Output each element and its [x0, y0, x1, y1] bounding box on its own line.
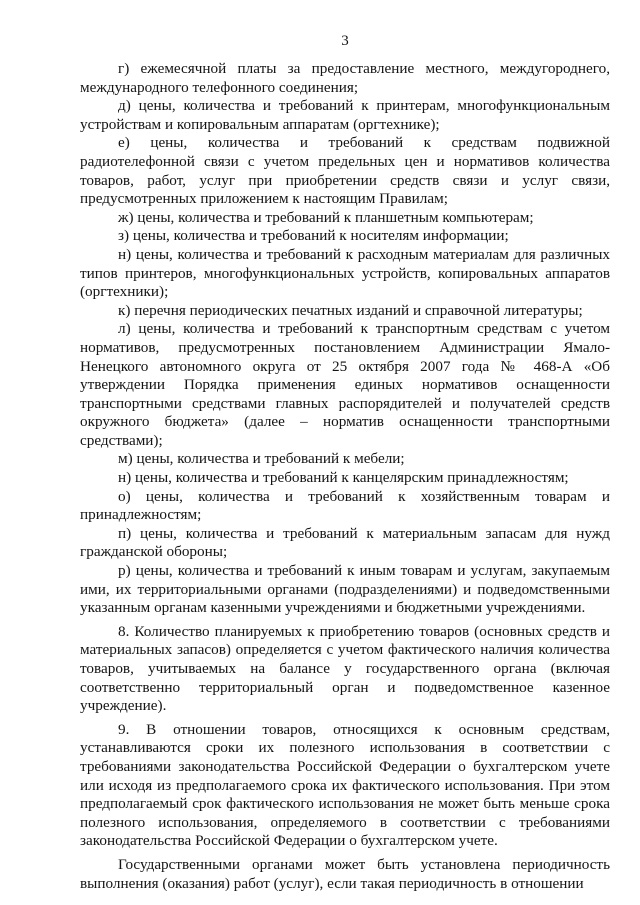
paragraph-item-z: з) цены, количества и требований к носителям информации; — [118, 227, 509, 245]
paragraph-item-d: д) цены, количества и требований к принтерам, многофункциональным устройствам и копировальным аппаратам (оргтехнике); — [80, 97, 610, 133]
paragraph-item-k: к) перечня периодических печатных изданий и справочной литературы; — [118, 301, 583, 319]
paragraph-section-8: 8. Количество планируемых к приобретению товаров (основных средств и материальных запасов) определяется с учетом фактического наличия количества товаров, учитываемых на балансе у государственного органа (включая соответственно территориальный орган и подведомственное казенное учреждение). — [80, 622, 610, 715]
paragraph-item-n-consumables: н) цены, количества и требований к расходным материалам для различных типов принтеров, многофункциональных устройств, копировальных аппаратов (оргтехники); — [80, 245, 610, 301]
paragraph-item-e: е) цены, количества и требований к средствам подвижной радиотелефонной связи с учетом предельных цен и нормативов количества товаров, работ, услуг при приобретении средств связи и услуг связи, предусмотренных приложением к настоящим Правилам; — [80, 134, 610, 208]
paragraph-item-zh: ж) цены, количества и требований к планшетным компьютерам; — [118, 208, 534, 226]
paragraph-item-g: г) ежемесячной платы за предоставление местного, междугороднего, международного телефонного соединения; — [80, 60, 610, 96]
paragraph-item-n-stationery: н) цены, количества и требований к канцелярским принадлежностям; — [118, 469, 569, 487]
paragraph-item-r: р) цены, количества и требований к иным товарам и услугам, закупаемым ими, их территориальными органами (подразделениями) и подведомственными указанным органам казенными учреждениями и бюджетными учреждениями. — [80, 562, 610, 617]
paragraph-item-o: о) цены, количества и требований к хозяйственным товарам и принадлежностям; — [80, 487, 610, 524]
document-body — [80, 60, 610, 893]
document-page — [80, 0, 610, 905]
page-number: 3 — [341, 33, 349, 49]
paragraph-section-9: 9. В отношении товаров, относящихся к основным средствам, устанавливаются сроки их полезного использования в соответствии с требованиями законодательства Российской Федерации о бухгалтерском учете или исходя из предполагаемого срока их фактического использования. При этом предполагаемый срок фактического использования не может быть меньше срока полезного использования, определяемого в соответствии с требованиями законодательства Российской Федерации о бухгалтерском учете. — [80, 720, 610, 850]
paragraph-periodicity: Государственными органами может быть установлена периодичность выполнения (оказания) работ (услуг), если такая периодичность в отношении — [80, 855, 610, 892]
paragraph-item-p: п) цены, количества и требований к материальным запасам для нужд гражданской обороны; — [80, 524, 610, 561]
paragraph-item-m: м) цены, количества и требований к мебели; — [118, 450, 405, 468]
paragraph-item-l: л) цены, количества и требований к транспортным средствам с учетом нормативов, предусмотренных постановлением Администрации Ямало-Ненецкого автономного округа от 25 октября 2007 года № 468-А «Об утверждении Порядка применения единых нормативов оснащенности транспортными средствами главных распорядителей и получателей средств окружного бюджета» (далее – норматив оснащенности транспортными средствами); — [80, 320, 610, 449]
